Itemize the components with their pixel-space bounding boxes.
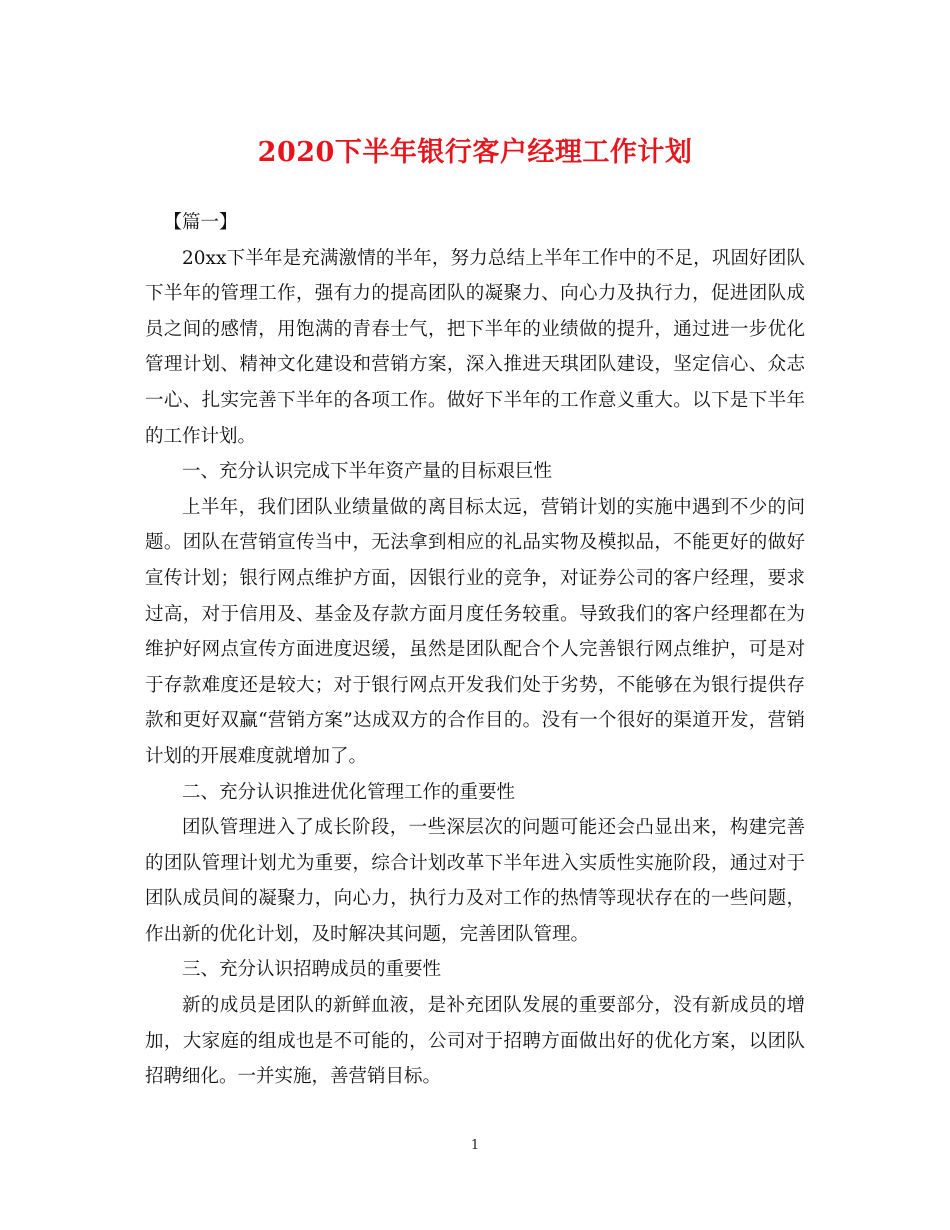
page-number: 1 (470, 1138, 480, 1153)
section-label: 【篇一】 (163, 212, 238, 233)
paragraph-2: 团队管理进入了成长阶段，一些深层次的问题可能还会凸显出来，构建完善的团队管理计划尤为重要，综合计划改革下半年进入实质性实施阶段，通过对于团队成员间的凝聚力，向心力，执行力及对工作的热情等现状存在的一些问题，作出新的优化计划，及时解决其问题，完善团队管理。 (145, 817, 805, 945)
document-title: 2020下半年银行客户经理工作计划 (257, 137, 693, 168)
paragraph-1: 上半年，我们团队业绩量做的离目标太远，营销计划的实施中遇到不少的问题。团队在营销宣传当中，无法拿到相应的礼品实物及模拟品，不能更好的做好宣传计划；银行网点维护方面，因银行业的竞争，对证券公司的客户经理，要求过高，对于信用及、基金及存款方面月度任务较重。导致我们的客户经理都在为维护好网点宣传方面进度迟缓，虽然是团队配合个人完善银行网点维护，可是对于存款难度还是较大；对于银行网点开发我们处于劣势，不能够在为银行提供存款和更好双赢“营销方案”达成双方的合作目的。没有一个很好的渠道开发，营销计划的开展难度就增加了。 (145, 496, 805, 767)
heading-2: 二、充分认识推进优化管理工作的重要性 (182, 781, 516, 803)
document-body (145, 205, 805, 1095)
heading-1: 一、充分认识完成下半年资产量的目标艰巨性 (182, 461, 553, 483)
heading-3: 三、充分认识招聘成员的重要性 (182, 959, 442, 981)
intro-paragraph: 20xx下半年是充满激情的半年，努力总结上半年工作中的不足，巩固好团队下半年的管理工作，强有力的提高团队的凝聚力、向心力及执行力，促进团队成员之间的感情，用饱满的青春士气，把下半年的业绩做的提升，通过进一步优化管理计划、精神文化建设和营销方案，深入推进天琪团队建设，坚定信心、众志一心、扎实完善下半年的各项工作。做好下半年的工作意义重大。以下是下半年的工作计划。 (145, 247, 805, 447)
paragraph-3: 新的成员是团队的新鲜血液，是补充团队发展的重要部分，没有新成员的增加，大家庭的组成也是不可能的，公司对于招聘方面做出好的优化方案，以团队招聘细化。一并实施，善营销目标。 (145, 995, 805, 1088)
